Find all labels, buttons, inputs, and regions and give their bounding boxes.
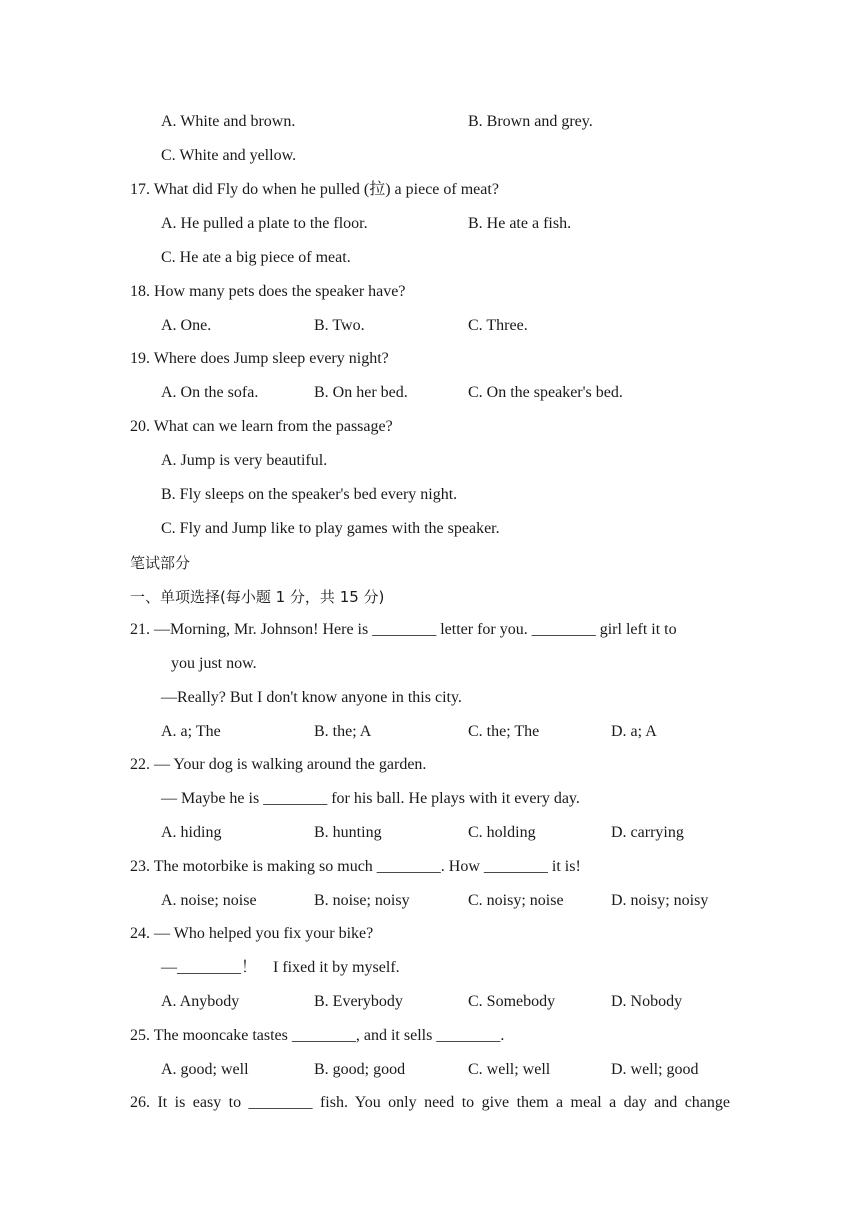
q25-option-b: B. good; good: [314, 1061, 406, 1078]
q23-option-b: B. noise; noisy: [314, 892, 410, 909]
q20-option-b: B. Fly sleeps on the speaker's bed every night.: [161, 486, 458, 503]
q24-option-b: B. Everybody: [314, 993, 403, 1010]
q21-option-d: D. a; A: [611, 723, 657, 740]
q25-option-c: C. well; well: [468, 1061, 551, 1078]
q20-option-a: A. Jump is very beautiful.: [161, 452, 328, 469]
q24-option-c: C. Somebody: [468, 993, 556, 1010]
q24-stem-line2: —________！ I fixed it by myself.: [161, 959, 400, 976]
q18-option-b: B. Two.: [314, 317, 365, 334]
q18-stem: 18. How many pets does the speaker have?: [130, 283, 406, 300]
q23-stem: 23. The motorbike is making so much ________. How ________ it is!: [130, 858, 581, 875]
q22-option-b: B. hunting: [314, 824, 382, 841]
q21-option-a: A. a; The: [161, 723, 221, 740]
q20-stem: 20. What can we learn from the passage?: [130, 418, 393, 435]
q19-option-a: A. On the sofa.: [161, 384, 259, 401]
q23-option-d: D. noisy; noisy: [611, 892, 709, 909]
q17-option-c: C. He ate a big piece of meat.: [161, 249, 351, 266]
q24-option-d: D. Nobody: [611, 993, 683, 1010]
q22-option-a: A. hiding: [161, 824, 222, 841]
q26-stem: 26. It is easy to ________ fish. You only need to give them a meal a day and change: [130, 1094, 730, 1111]
q17-option-a: A. He pulled a plate to the floor.: [161, 215, 368, 232]
q16-option-c: C. White and yellow.: [161, 147, 297, 164]
q25-option-d: D. well; good: [611, 1061, 699, 1078]
section-part1-heading: 一、单项选择(每小题 1 分，共 15 分): [130, 588, 385, 606]
q22-stem-line2: — Maybe he is ________ for his ball. He plays with it every day.: [161, 790, 580, 807]
q21-stem-line2: you just now.: [171, 655, 257, 672]
q21-stem-line3: —Really? But I don't know anyone in this city.: [161, 689, 462, 706]
q22-stem-line1: 22. — Your dog is walking around the garden.: [130, 756, 427, 773]
q23-option-a: A. noise; noise: [161, 892, 257, 909]
q21-stem-line1: 21. —Morning, Mr. Johnson! Here is ________ letter for you. ________ girl left it to: [130, 621, 677, 638]
q19-stem: 19. Where does Jump sleep every night?: [130, 350, 389, 367]
q18-option-c: C. Three.: [468, 317, 528, 334]
q17-option-b: B. He ate a fish.: [468, 215, 572, 232]
q22-option-c: C. holding: [468, 824, 536, 841]
q17-stem: 17. What did Fly do when he pulled (拉) a piece of meat?: [130, 181, 499, 198]
q18-option-a: A. One.: [161, 317, 212, 334]
q16-option-b: B. Brown and grey.: [468, 113, 593, 130]
q25-stem: 25. The mooncake tastes ________, and it sells ________.: [130, 1027, 505, 1044]
q23-option-c: C. noisy; noise: [468, 892, 564, 909]
q22-option-d: D. carrying: [611, 824, 684, 841]
q16-option-a: A. White and brown.: [161, 113, 296, 130]
q25-option-a: A. good; well: [161, 1061, 249, 1078]
section-written-heading: 笔试部分: [130, 554, 191, 572]
q24-stem-line1: 24. — Who helped you fix your bike?: [130, 925, 374, 942]
q24-option-a: A. Anybody: [161, 993, 240, 1010]
q21-option-b: B. the; A: [314, 723, 372, 740]
q19-option-c: C. On the speaker's bed.: [468, 384, 623, 401]
q20-option-c: C. Fly and Jump like to play games with the speaker.: [161, 520, 500, 537]
q19-option-b: B. On her bed.: [314, 384, 408, 401]
q21-option-c: C. the; The: [468, 723, 540, 740]
